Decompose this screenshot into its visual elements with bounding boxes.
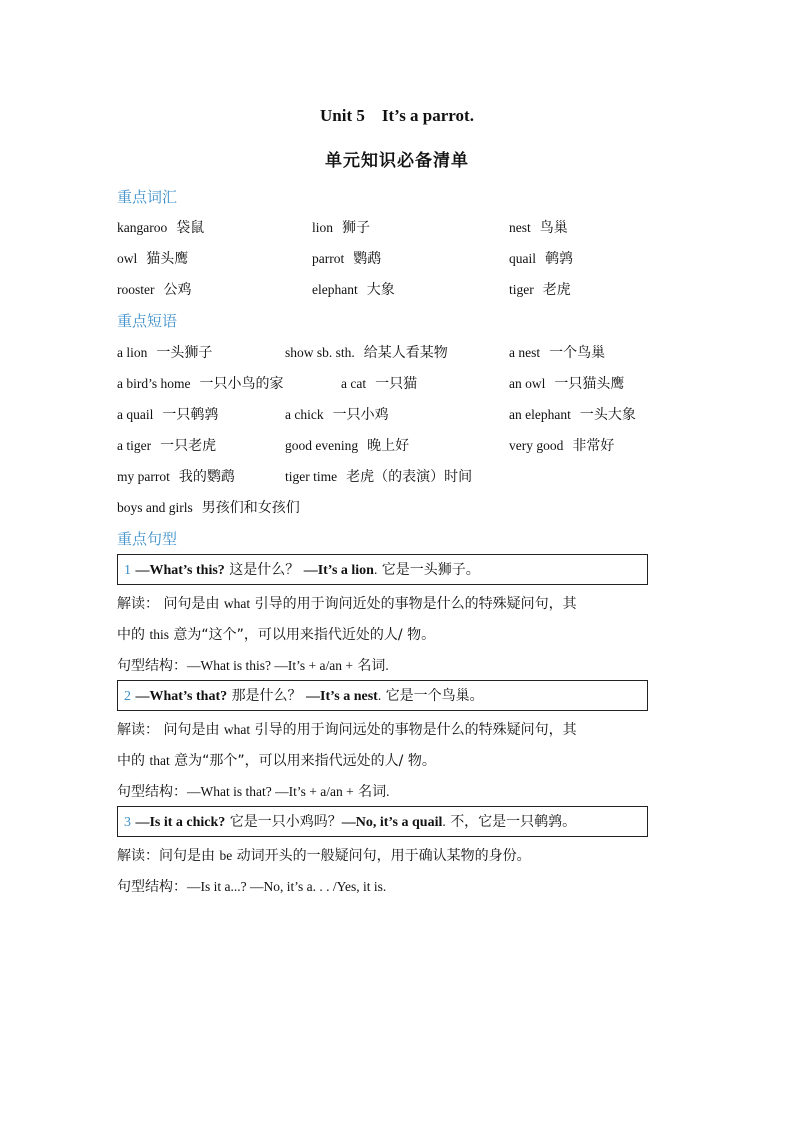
phrase-item <box>509 342 605 362</box>
phrase-zh: 一只老虎 <box>160 438 217 454</box>
phrase-row <box>117 373 697 395</box>
sentence-number: 3 <box>124 815 131 830</box>
phrase-row <box>117 435 697 457</box>
structure-formula: —What is that? —It’s + a/an + <box>187 784 354 799</box>
structure-end: . <box>386 784 390 799</box>
vocab-en: nest <box>509 220 531 235</box>
vocab-en: quail <box>509 251 536 266</box>
phrase-row <box>117 404 697 426</box>
explanation-line <box>117 750 662 770</box>
phrase-zh: 一只鹌鹑 <box>162 407 219 423</box>
vocab-item <box>312 279 395 299</box>
vocab-zh: 鸟巢 <box>539 220 568 236</box>
vocab-en: owl <box>117 251 138 266</box>
phrase-zh: 给某人看某物 <box>363 345 448 361</box>
phrase-zh: 一头狮子 <box>156 345 213 361</box>
explanation-line <box>117 593 662 613</box>
phrase-en: a quail <box>117 407 154 422</box>
vocab-item <box>312 217 370 237</box>
explanation-text: 问句是由 <box>159 848 215 864</box>
explanation-keyword: what <box>223 596 251 611</box>
phrase-en: boys and girls <box>117 500 193 515</box>
phrase-en: a tiger <box>117 438 152 453</box>
phrase-item <box>509 404 636 424</box>
phrase-item <box>509 435 614 455</box>
phrase-zh: 男孩们和女孩们 <box>201 500 300 516</box>
vocab-zh: 老虎 <box>542 282 571 298</box>
vocab-item <box>117 248 188 268</box>
phrase-en: an owl <box>509 376 546 391</box>
phrase-row <box>117 466 697 488</box>
phrase-en: a nest <box>509 345 541 360</box>
phrase-zh: 非常好 <box>572 438 615 454</box>
structure-zh: 名词 <box>358 784 387 800</box>
vocab-item <box>509 279 571 299</box>
sentences-heading: 重点句型 <box>117 530 178 548</box>
phrase-item <box>341 373 417 393</box>
phrase-en: my parrot <box>117 469 170 484</box>
sentence-answer-zh: 它是一个鸟巢。 <box>385 688 484 704</box>
phrase-item <box>117 466 235 486</box>
sentence-question-zh: 那是什么？ <box>231 688 302 704</box>
vocab-zh: 猫头鹰 <box>146 251 189 267</box>
phrase-zh: 一只小鸡 <box>332 407 389 423</box>
phrase-en: tiger time <box>285 469 338 484</box>
explanation-text: 问句是由 <box>163 722 220 738</box>
explanation-label: 解读： <box>117 722 159 738</box>
sentence-question: —What’s that? <box>135 689 228 704</box>
phrase-zh: 一只猫 <box>375 376 418 392</box>
vocab-en: kangaroo <box>117 220 168 235</box>
explanation-text: 引导的用于询问远处的事物是什么的特殊疑问句，其 <box>254 722 577 738</box>
explanation-text: 动词开头的一般疑问句，用于确认某物的身份。 <box>236 848 531 864</box>
structure-label: 句型结构： <box>117 784 187 800</box>
sentence-answer-tail: . <box>373 562 378 577</box>
sentence-answer-zh: 不，它是一只鹌鹑。 <box>450 814 577 830</box>
vocab-heading: 重点词汇 <box>117 188 178 206</box>
sentence-number: 1 <box>124 563 131 578</box>
phrase-zh: 一头大象 <box>579 407 636 423</box>
vocab-item <box>312 248 381 268</box>
structure-label: 句型结构： <box>117 658 187 674</box>
phrase-en: a bird’s home <box>117 376 191 391</box>
vocab-row <box>117 217 697 239</box>
structure-line <box>117 876 662 896</box>
phrase-item <box>117 497 300 517</box>
vocab-zh: 公鸡 <box>163 282 192 298</box>
phrases-heading: 重点短语 <box>117 312 178 330</box>
phrase-zh: 一只小鸟的家 <box>199 376 284 392</box>
sentence-answer: —It’s a nest <box>306 689 378 704</box>
vocab-item <box>117 279 192 299</box>
phrase-zh: 一只猫头鹰 <box>554 376 625 392</box>
explanation-text: 中的 <box>117 753 145 769</box>
structure-line <box>117 781 662 801</box>
phrase-item <box>117 342 212 362</box>
sentence-question: —Is it a chick? <box>135 815 226 830</box>
sentence-box <box>117 806 648 837</box>
explanation-text: 引导的用于询问近处的事物是什么的特殊疑问句，其 <box>254 596 577 612</box>
phrase-en: a chick <box>285 407 324 422</box>
vocab-en: tiger <box>509 282 534 297</box>
structure-end: . <box>385 658 389 673</box>
vocab-zh: 大象 <box>366 282 395 298</box>
explanation-text: 中的 <box>117 627 145 643</box>
explanation-line <box>117 719 662 739</box>
explanation-keyword: this <box>149 627 169 642</box>
phrase-item <box>117 435 216 455</box>
phrase-item <box>285 342 448 362</box>
sentence-question-zh: 它是一只小鸡吗？ <box>229 814 342 830</box>
phrase-row <box>117 342 697 364</box>
phrase-en: a lion <box>117 345 148 360</box>
vocab-item <box>509 217 568 237</box>
phrase-item <box>285 404 389 424</box>
explanation-text: 问句是由 <box>163 596 220 612</box>
vocab-en: lion <box>312 220 334 235</box>
sentence-answer: —It’s a lion <box>303 563 374 578</box>
explanation-keyword: be <box>219 848 233 863</box>
phrase-item <box>285 435 409 455</box>
page-subtitle: 单元知识必备清单 <box>325 151 469 171</box>
phrase-item <box>117 404 218 424</box>
explanation-text: 意为“那个”，可以用来指代远处的人/ 物。 <box>174 753 436 769</box>
structure-label: 句型结构： <box>117 879 187 895</box>
structure-formula: —What is this? —It’s + a/an + <box>187 658 353 673</box>
vocab-en: elephant <box>312 282 358 297</box>
sentence-number: 2 <box>124 689 131 704</box>
vocab-zh: 狮子 <box>342 220 371 236</box>
vocab-zh: 鹌鹑 <box>545 251 573 267</box>
explanation-keyword: what <box>223 722 251 737</box>
structure-line <box>117 655 662 675</box>
phrase-item <box>509 373 624 393</box>
vocab-row <box>117 248 697 270</box>
phrase-row <box>117 497 697 519</box>
vocab-row <box>117 279 697 301</box>
explanation-text: 意为“这个”，可以用来指代近处的人/ 物。 <box>173 627 436 643</box>
vocab-item <box>117 217 204 237</box>
explanation-line <box>117 845 662 865</box>
phrase-en: an elephant <box>509 407 571 422</box>
vocab-zh: 袋鼠 <box>176 220 205 236</box>
phrase-item <box>285 466 472 486</box>
phrase-en: very good <box>509 438 564 453</box>
phrase-en: good evening <box>285 438 359 453</box>
sentence-answer: —No, it’s a quail <box>341 815 443 830</box>
page-title: Unit 5 It’s a parrot. <box>320 106 474 125</box>
structure-zh: 名词 <box>357 658 386 674</box>
phrase-zh: 我的鹦鹉 <box>178 469 235 485</box>
structure-formula: —Is it a...? —No, it’s a. . . /Yes, it is. <box>187 879 387 894</box>
sentence-box <box>117 680 648 711</box>
vocab-zh: 鹦鹉 <box>353 251 382 267</box>
phrase-item <box>117 373 284 393</box>
sentence-question-zh: 这是什么？ <box>229 562 300 578</box>
sentence-box <box>117 554 648 585</box>
sentence-answer-tail: . <box>442 814 446 829</box>
phrase-en: a cat <box>341 376 367 391</box>
vocab-en: rooster <box>117 282 155 297</box>
phrase-zh: 一个鸟巢 <box>549 345 606 361</box>
explanation-keyword: that <box>149 753 170 768</box>
sentence-question: —What’s this? <box>135 563 225 578</box>
vocab-item <box>509 248 573 268</box>
phrase-zh: 晚上好 <box>367 438 410 454</box>
phrase-en: show sb. sth. <box>285 345 355 360</box>
phrase-zh: 老虎（的表演）时间 <box>346 469 473 485</box>
sentence-answer-zh: 它是一头狮子。 <box>381 562 480 578</box>
vocab-en: parrot <box>312 251 345 266</box>
explanation-line <box>117 624 662 644</box>
sentence-answer-tail: . <box>377 688 382 703</box>
explanation-label: 解读： <box>117 596 159 612</box>
explanation-label: 解读： <box>117 848 159 864</box>
